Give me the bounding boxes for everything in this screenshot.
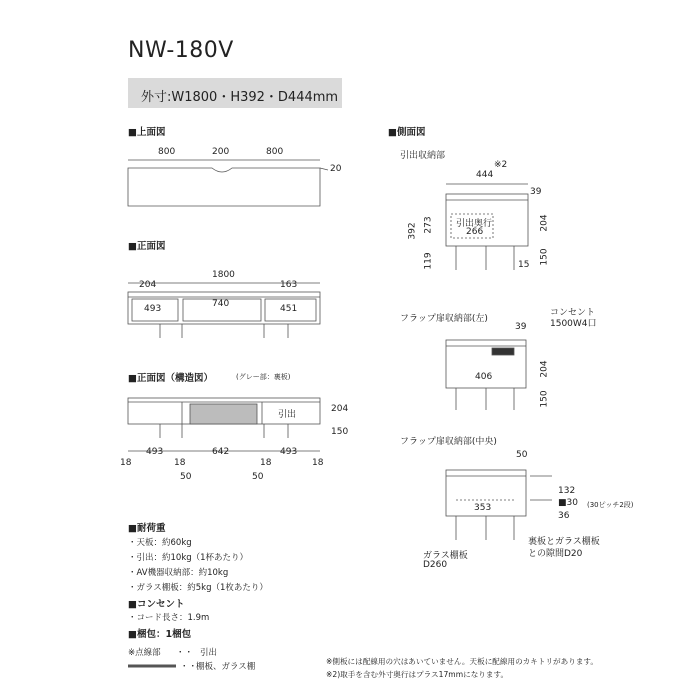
legend-dotted-label: 引出 bbox=[200, 648, 218, 658]
drawer-note2: ※2 bbox=[494, 160, 508, 170]
top-view-outline bbox=[128, 168, 320, 206]
product-title: NW-180V bbox=[128, 38, 234, 63]
flap-left-w406: 406 bbox=[475, 372, 493, 382]
load-item-3: ・ガラス棚板：約5kg（1枚あたり） bbox=[128, 583, 268, 593]
struct-c0: 50 bbox=[180, 472, 192, 482]
legend-dotted-dots: ・・ bbox=[176, 648, 194, 658]
footnote-1: ※2)取手を含む外寸奥行はプラス17mmになります。 bbox=[326, 670, 509, 679]
front-view-heading: ■正面図 bbox=[128, 241, 166, 252]
flap-center-heading: フラップ扉収納部(中央) bbox=[400, 437, 497, 447]
footnote-0: ※側板には配線用の穴はあいていません。天板に配線用のカキトリがあります。 bbox=[326, 657, 598, 666]
structure-note: (グレー部：裏板) bbox=[236, 373, 291, 381]
struct-b3: 642 bbox=[212, 447, 230, 457]
top-dim-800a: 800 bbox=[158, 147, 176, 157]
drawer-part-heading: 引出収納部 bbox=[400, 151, 446, 161]
flap-left-top39: 39 bbox=[515, 322, 527, 332]
flap-center-h36: 36 bbox=[558, 511, 570, 521]
load-title: ■耐荷重 bbox=[128, 523, 166, 534]
front-dim-451: 451 bbox=[280, 304, 298, 314]
front-dim-163: 163 bbox=[280, 280, 298, 290]
drawer-h392: 392 bbox=[407, 222, 418, 240]
back-panel-gray bbox=[190, 404, 257, 424]
load-item-2: ・AV機器収納部：約10kg bbox=[128, 568, 229, 578]
glass-shelf-label: ガラス棚板 bbox=[423, 551, 468, 561]
front-dim-204: 204 bbox=[139, 280, 157, 290]
legend-line-label: 棚板、ガラス棚 bbox=[196, 662, 256, 672]
flap-left-h204: 204 bbox=[539, 360, 550, 378]
flap-left-heading: フラップ扉収納部(左) bbox=[400, 314, 488, 324]
flap-center-top50: 50 bbox=[516, 450, 528, 460]
drawer-label: 引出 bbox=[278, 410, 297, 420]
outlet-spec: 1500W4口 bbox=[550, 319, 597, 329]
legend-dotted: ※点線部 bbox=[128, 648, 161, 658]
struct-h150: 150 bbox=[331, 427, 349, 437]
load-item-1: ・引出：約10kg（1杯あたり） bbox=[128, 553, 249, 563]
front-total: 1800 bbox=[212, 270, 235, 280]
flap-center-h30: ■30 bbox=[558, 498, 578, 508]
outlet-item-0: ・コード長さ：1.9m bbox=[128, 613, 210, 623]
struct-b4: 18 bbox=[260, 458, 272, 468]
struct-b1: 493 bbox=[146, 447, 164, 457]
structure-view-heading: ■正面図（構造図） bbox=[128, 373, 213, 384]
drawer-h273: 273 bbox=[423, 216, 434, 234]
outlet-label: コンセント bbox=[550, 308, 596, 318]
top-dim-depth: 20 bbox=[330, 164, 342, 174]
drawer-top39: 39 bbox=[530, 187, 542, 197]
drawer-h150: 150 bbox=[539, 248, 550, 266]
pack-info: ■梱包：1梱包 bbox=[128, 629, 192, 640]
legend-line-dots: ・・ bbox=[180, 662, 198, 672]
flap-center-w353: 353 bbox=[474, 503, 492, 513]
drawer-w444: 444 bbox=[476, 170, 494, 180]
load-item-0: ・天板：約60kg bbox=[128, 538, 192, 548]
struct-h204: 204 bbox=[331, 404, 349, 414]
drawer-h119: 119 bbox=[423, 252, 434, 270]
flap-center-h30-note: (30ピッチ2段) bbox=[587, 501, 634, 509]
front-dim-740: 740 bbox=[212, 299, 230, 309]
glass-shelf-depth: D260 bbox=[423, 560, 448, 570]
struct-c1: 50 bbox=[252, 472, 264, 482]
drawer-inner-label: 引出奥行 bbox=[456, 219, 493, 229]
side-view-heading: ■側面図 bbox=[388, 127, 426, 138]
flap-left-h150: 150 bbox=[539, 390, 550, 408]
struct-b5: 493 bbox=[280, 447, 298, 457]
gap-depth: との隙間D20 bbox=[528, 549, 583, 559]
gap-label: 裏板とガラス棚板 bbox=[528, 537, 600, 547]
struct-b6: 18 bbox=[312, 458, 324, 468]
struct-b2: 18 bbox=[174, 458, 186, 468]
overall-dimensions: 外寸:W1800・H392・D444mm bbox=[141, 90, 339, 105]
flap-center-h132: 132 bbox=[558, 486, 576, 496]
outlet-title: ■コンセント bbox=[128, 599, 185, 610]
front-dim-493: 493 bbox=[144, 304, 162, 314]
top-dim-800b: 800 bbox=[266, 147, 284, 157]
top-view-heading: ■上面図 bbox=[128, 127, 166, 138]
drawer-h204: 204 bbox=[539, 214, 550, 232]
drawer-d15: 15 bbox=[518, 260, 530, 270]
top-dim-200: 200 bbox=[212, 147, 230, 157]
drawer-inner-val: 266 bbox=[466, 227, 484, 237]
struct-b0: 18 bbox=[120, 458, 132, 468]
